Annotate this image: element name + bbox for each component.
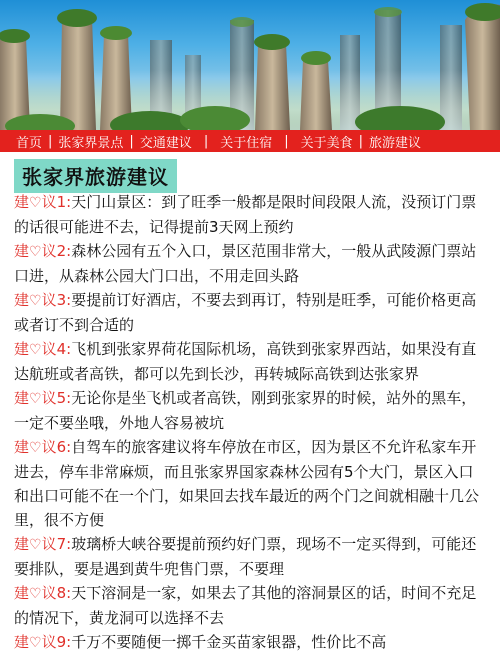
tip-item — [14, 532, 486, 581]
tip-item — [14, 435, 486, 532]
nav-item-home[interactable]: 首页 — [16, 135, 43, 151]
tip-prefix: 建♡议9: — [14, 633, 72, 651]
tip-text: 森林公园有五个入口，景区范围非常大，一般从武陵源门票站口进，从森林公园大门口出，不用走回头路 — [14, 242, 477, 285]
tip-prefix: 建♡议5: — [14, 389, 72, 407]
hero-image — [0, 0, 500, 130]
heart-icon: ♡ — [29, 342, 42, 358]
nav-item-travel-tips[interactable]: 旅游建议 — [369, 135, 422, 151]
tip-item — [14, 581, 486, 630]
tip-prefix: 建♡议6: — [14, 438, 72, 456]
zhangjiajie-mountains-image — [0, 0, 500, 130]
heart-icon: ♡ — [29, 586, 42, 602]
heart-icon: ♡ — [29, 537, 42, 553]
tip-text: 自驾车的旅客建议将车停放在市区，因为景区不允许私家车开进去，停车非常麻烦，而且张家界国家森林公园有5个大门，景区入口和出口可能不在一个门，如果回去找车最近的两个门之间就相融十几公里，很不方便 — [14, 438, 480, 529]
tip-prefix: 建♡议4: — [14, 340, 72, 358]
tip-prefix: 建♡议2: — [14, 242, 72, 260]
nav-item-attractions[interactable]: 张家界景点 — [58, 135, 124, 151]
nav-item-food[interactable]: 关于美食 — [300, 135, 353, 151]
heart-icon: ♡ — [29, 244, 42, 260]
tip-text: 玻璃桥大峡谷要提前预约好门票，现场不一定买得到，可能还要排队，要是遇到黄牛兜售门票，不要理 — [14, 535, 477, 578]
nav-separator: | — [284, 133, 289, 149]
heart-icon: ♡ — [29, 440, 42, 456]
heart-icon: ♡ — [29, 391, 42, 407]
tip-text: 无论你是坐飞机或者高铁，刚到张家界的时候，站外的黑车，一定不要坐哦，外地人容易被坑 — [14, 389, 477, 432]
tip-item — [14, 190, 486, 239]
tips-list — [14, 190, 486, 655]
tip-item — [14, 288, 486, 337]
tip-prefix: 建♡议7: — [14, 535, 72, 553]
tip-text: 要提前订好酒店，不要去到再订，特别是旺季，可能价格更高或者订不到合适的 — [14, 291, 477, 334]
nav-separator: | — [129, 133, 134, 149]
nav-item-transport[interactable]: 交通建议 — [139, 135, 192, 151]
article-content — [0, 152, 500, 659]
top-nav-bar — [0, 130, 500, 152]
tip-item — [14, 630, 486, 655]
heart-icon: ♡ — [29, 195, 42, 211]
tip-text: 千万不要随便一掷千金买苗家银器，性价比不高 — [71, 633, 387, 651]
nav-separator: | — [358, 133, 364, 149]
tip-item — [14, 239, 486, 288]
tip-item — [14, 337, 486, 386]
article-title-wrapper — [14, 159, 177, 193]
tip-item — [14, 386, 486, 435]
tip-text: 天下溶洞是一家，如果去了其他的溶洞景区的话，时间不充足的情况下，黄龙洞可以选择不去 — [14, 584, 477, 627]
tip-prefix: 建♡议1: — [14, 193, 72, 211]
nav-separator: | — [203, 133, 209, 149]
article-title: 张家界旅游建议 — [14, 159, 177, 193]
tip-prefix: 建♡议8: — [14, 584, 72, 602]
tip-text: 飞机到张家界荷花国际机场，高铁到张家界西站，如果没有直达航班或者高铁，都可以先到长沙，再转城际高铁到达张家界 — [14, 340, 477, 383]
nav-separator: | — [48, 133, 53, 149]
tip-text: 天门山景区：到了旺季一般都是限时间段限人流，没预订门票的话很可能进不去，记得提前3天网上预约 — [14, 193, 477, 236]
heart-icon: ♡ — [29, 635, 42, 651]
nav-item-accommodation[interactable]: 关于住宿 — [220, 135, 273, 151]
heart-icon: ♡ — [29, 293, 42, 309]
tip-prefix: 建♡议3: — [14, 291, 72, 309]
